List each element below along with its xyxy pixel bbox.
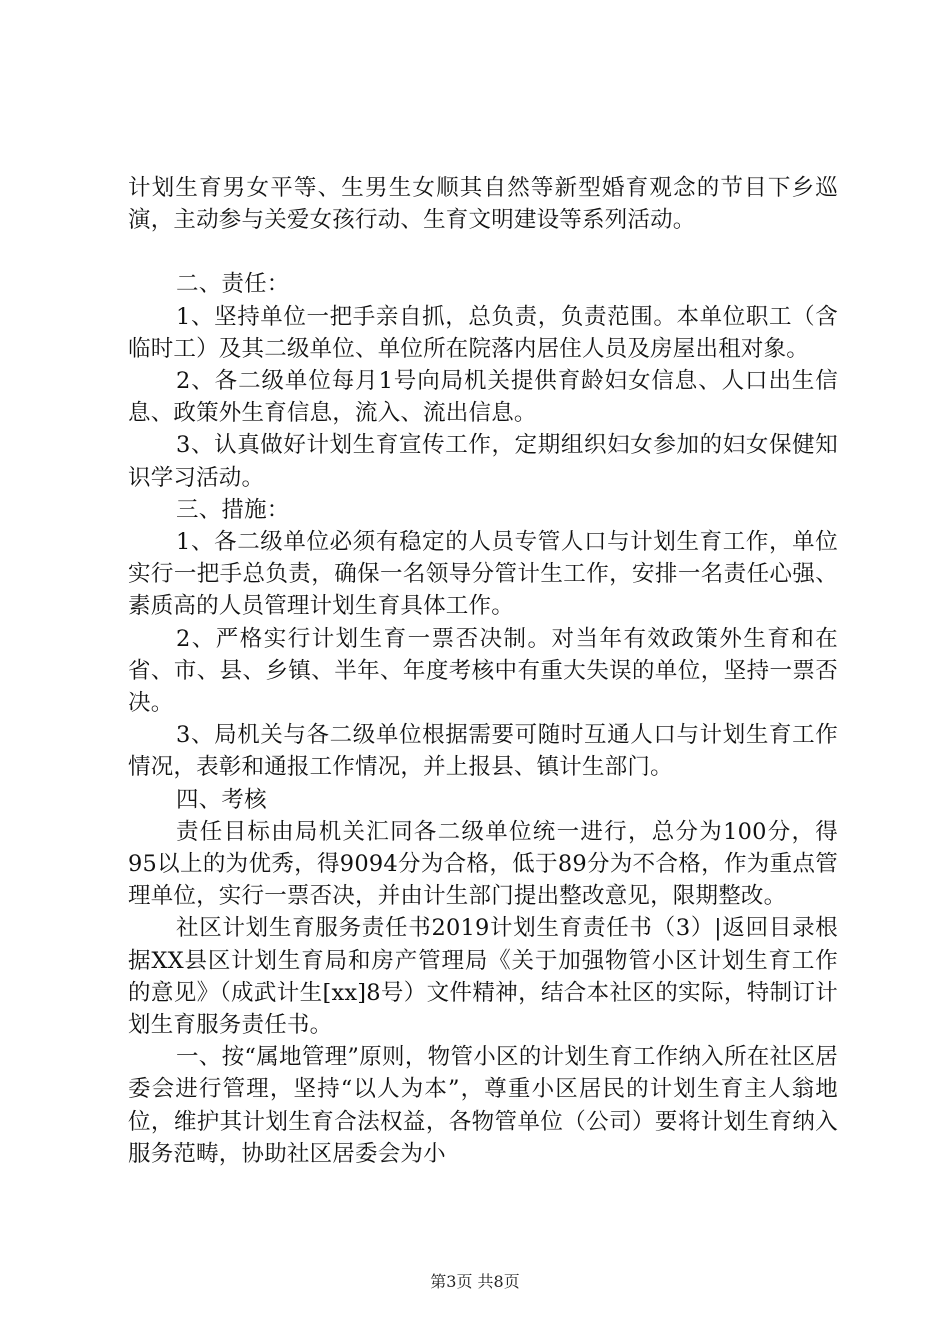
document-body (128, 172, 838, 1170)
paragraph-community-1: 一、按“属地管理”原则，物管小区的计划生育工作纳入所在社区居委会进行管理，坚持“以人为本”，尊重小区居民的计划生育主人翁地位，维护其计划生育合法权益，各物管单位（公司）要将计划生育纳入服务范畴，协助社区居委会为小 (128, 1044, 838, 1167)
paragraph-responsibility-1: 1、坚持单位一把手亲自抓，总负责，负责范围。本单位职工（含临时工）及其二级单位、单位所在院落内居住人员及房屋出租对象。 (128, 303, 838, 362)
paragraph-measures-3: 3、局机关与各二级单位根据需要可随时互通人口与计划生育工作情况，表彰和通报工作情况，并上报县、镇计生部门。 (128, 722, 838, 781)
paragraph-measures-2: 2、严格实行计划生育一票否决制。对当年有效政策外生育和在省、市、县、乡镇、半年、年度考核中有重大失误的单位，坚持一票否决。 (128, 625, 838, 717)
section-heading-measures: 三、措施： (176, 496, 290, 523)
paragraph-community-intro: 社区计划生育服务责任书2019计划生育责任书（3）|返回目录根据XX县区计划生育局和房产管理局《关于加强物管小区计划生育工作的意见》（成武计生[xx]8号）文件精神，结合本社区的实际，特制订计划生育服务责任书。 (128, 915, 838, 1039)
paragraph-responsibility-2: 2、各二级单位每月1号向局机关提供育龄妇女信息、人口出生信息、政策外生育信息，流入、流出信息。 (128, 368, 838, 427)
section-heading-responsibility: 二、责任： (176, 271, 290, 298)
section-heading-assessment: 四、考核 (176, 786, 267, 813)
paragraph-gap (128, 236, 838, 268)
page-footer: 第3页 共8页 (430, 1272, 520, 1291)
paragraph-assessment: 责任目标由局机关汇同各二级单位统一进行，总分为100分，得95以上的为优秀，得9094分为合格，低于89分为不合格，作为重点管理单位，实行一票否决，并由计生部门提出整改意见，限期整改。 (128, 818, 838, 910)
paragraph-continuation: 计划生育男女平等、生男生女顺其自然等新型婚育观念的节目下乡巡演，主动参与关爱女孩行动、生育文明建设等系列活动。 (128, 175, 838, 234)
paragraph-measures-1: 1、各二级单位必须有稳定的人员专管人口与计划生育工作，单位实行一把手总负责，确保一名领导分管计生工作，安排一名责任心强、素质高的人员管理计划生育具体工作。 (128, 529, 838, 620)
paragraph-responsibility-3: 3、认真做好计划生育宣传工作，定期组织妇女参加的妇女保健知识学习活动。 (128, 432, 838, 491)
